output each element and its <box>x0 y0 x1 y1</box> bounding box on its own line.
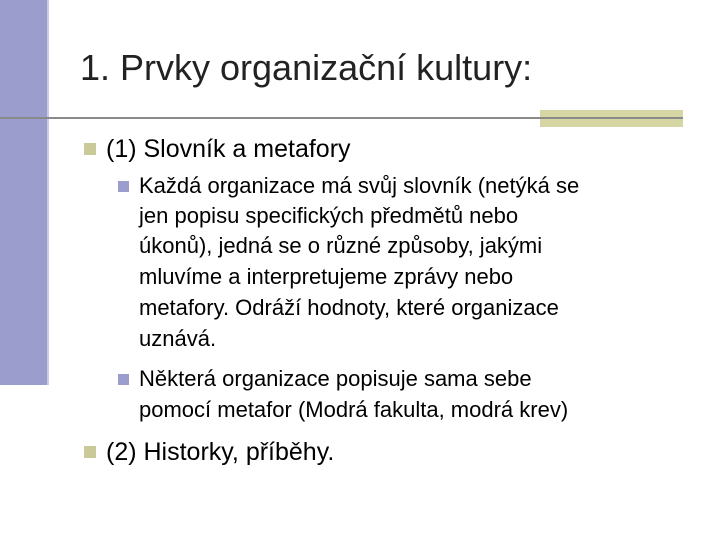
list-item-level2-line: Každá organizace má svůj slovník (netýká se <box>139 173 580 198</box>
list-item-level1: (1) Slovník a metafory <box>106 135 351 163</box>
list-item-level2-line: pomocí metafor (Modrá fakulta, modrá krev) <box>139 397 569 422</box>
list-item-level1: (2) Historky, příběhy. <box>106 438 335 466</box>
title-rule <box>0 117 683 119</box>
left-accent-bar-shadow <box>47 0 49 385</box>
list-item-level2-line: Některá organizace popisuje sama sebe <box>139 366 532 391</box>
left-accent-bar <box>0 0 47 385</box>
list-item-level2-line: mluvíme a interpretujeme zprávy nebo <box>139 264 514 289</box>
sub-bullet-square-icon <box>118 181 129 192</box>
list-item-level2-line: metafory. Odráží hodnoty, které organizace <box>139 295 559 320</box>
slide-title: 1. Prvky organizační kultury: <box>80 47 533 88</box>
list-item-level2-line: uznává. <box>139 326 217 351</box>
list-item-level2-line: jen popisu specifických předmětů nebo <box>139 203 519 228</box>
sub-bullet-square-icon <box>118 374 129 385</box>
bullet-square-icon <box>84 446 96 458</box>
list-item-level2-line: úkonů), jedná se o různé způsoby, jakými <box>139 233 543 258</box>
bullet-square-icon <box>84 143 96 155</box>
